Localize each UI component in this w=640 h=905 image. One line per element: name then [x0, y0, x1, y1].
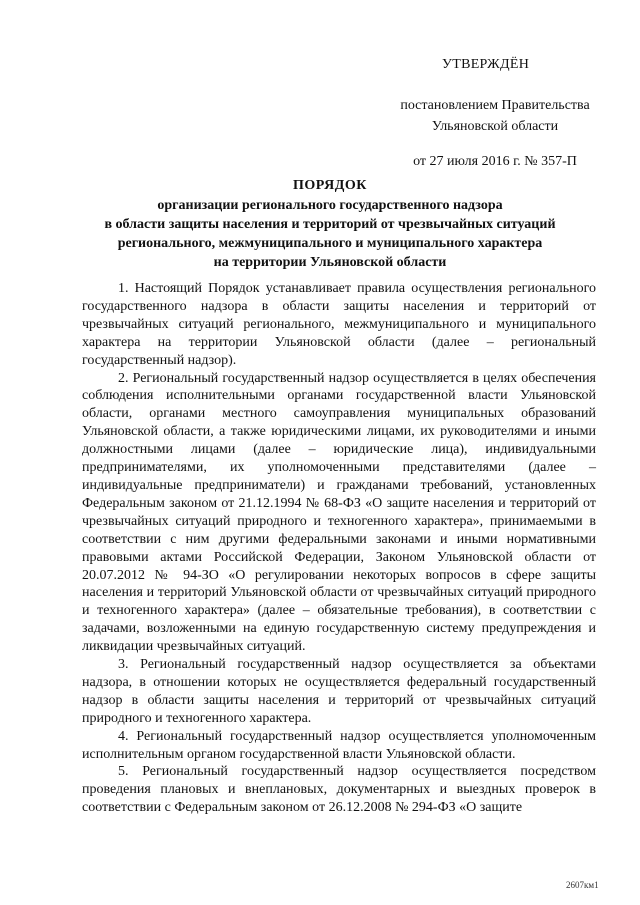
heading-line-4: на территории Ульяновской области	[213, 255, 447, 270]
footer-code: 2607км1	[566, 880, 599, 890]
heading-line-1: организации регионального государственного надзора	[157, 198, 503, 213]
paragraph-3: 3. Региональный государственный надзор осуществляется за объектами надзора, в отношении которых не осуществляется федеральный государственный надзор в области защиты населения и территорий от чрезвычайных ситуаций природного и техногенного характера.	[82, 657, 596, 726]
approval-line-2: Ульяновской области	[431, 119, 559, 134]
approval-date: от 27 июля 2016 г. № 357-П	[413, 154, 577, 169]
approval-title: УТВЕРЖДЁН	[442, 57, 530, 72]
paragraph-1: 1. Настоящий Порядок устанавливает правила осуществления регионального государственного надзора в области защиты населения и территорий от чрезвычайных ситуаций регионального, межмуниципального и муниципального характера на территории Ульяновской области (далее – региональный государственный надзор).	[82, 281, 596, 368]
approval-line-1: постановлением Правительства	[400, 98, 590, 113]
heading-line-2: в области защиты населения и территорий от чрезвычайных ситуаций	[104, 217, 556, 232]
paragraph-5: 5. Региональный государственный надзор осуществляется посредством проведения плановых и внеплановых, документарных и выездных проверок в соответствии с Федеральным законом от 26.12.2008 № 294-ФЗ «О защите	[82, 764, 596, 816]
paragraph-2: 2. Региональный государственный надзор осуществляется в целях обеспечения соблюдения исполнительными органами государственной власти Ульяновской области, органами местного самоуправления муниципальных образований Ульяновской области, а также юридическими лицами, их руководителями и иными должностными лицами (далее – юридические лица), индивидуальными предпринимателями, их уполномоченными представителями (далее – индивидуальные предприниматели) и гражданами требований, установленных Федеральным законом от 21.12.1994 № 68-ФЗ «О защите населения и территорий от чрезвычайных ситуаций природного и техногенного характера», принимаемыми в соответствии с ним другими федеральными законами и иными нормативными правовыми актами Российской Федерации, Законом Ульяновской области от 20.07.2012 № 94-ЗО «О регулировании некоторых вопросов в сфере защиты населения и территорий Ульяновской области от чрезвычайных ситуаций природного и техногенного характера» (далее – обязательные требования), в соответствии с задачами, возложенными на единую государственную систему предупреждения и ликвидации чрезвычайных ситуаций.	[82, 370, 596, 655]
paragraph-4: 4. Региональный государственный надзор осуществляется уполномоченным исполнительным органом государственной власти Ульяновской области.	[82, 728, 596, 762]
document-body	[82, 280, 596, 817]
document-title: ПОРЯДОК	[293, 178, 367, 193]
approval-block	[380, 54, 610, 172]
document-heading	[60, 176, 600, 272]
heading-line-3: регионального, межмуниципального и муниципального характера	[117, 236, 543, 251]
